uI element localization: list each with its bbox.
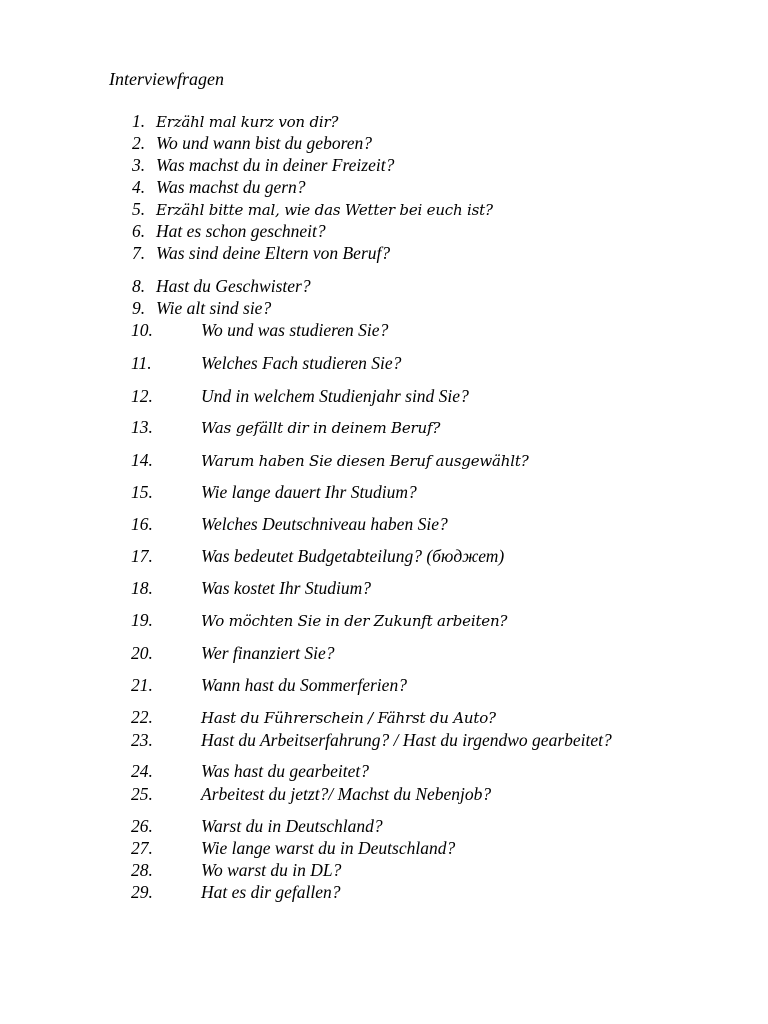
question-number: 7. bbox=[132, 243, 146, 263]
question-text: Wer finanziert Sie? bbox=[201, 643, 335, 663]
question-item bbox=[0, 513, 768, 535]
question-text: Und in welchem Studienjahr sind Sie? bbox=[201, 386, 469, 406]
question-number: 22. bbox=[131, 707, 153, 727]
question-number: 1. bbox=[132, 111, 146, 131]
question-number: 26. bbox=[131, 816, 153, 836]
question-number: 16. bbox=[131, 514, 153, 534]
question-number: 21. bbox=[131, 675, 153, 695]
question-text: Arbeitest du jetzt?/ Machst du Nebenjob? bbox=[201, 784, 492, 804]
question-item bbox=[0, 481, 768, 503]
question-item bbox=[0, 154, 768, 176]
question-text: Was bedeutet Budgetabteilung? (бюджет) bbox=[201, 546, 505, 566]
question-item bbox=[0, 297, 768, 319]
question-text: Hat es dir gefallen? bbox=[201, 882, 341, 902]
question-text: Wie alt sind sie? bbox=[156, 298, 272, 318]
question-item bbox=[0, 674, 768, 696]
question-item bbox=[0, 706, 768, 728]
question-text: Welches Deutschniveau haben Sie? bbox=[201, 514, 448, 534]
question-text: Was machst du gern? bbox=[156, 177, 306, 197]
question-number: 4. bbox=[132, 177, 146, 197]
question-item bbox=[0, 449, 768, 471]
question-number: 12. bbox=[131, 386, 153, 406]
question-number: 6. bbox=[132, 221, 146, 241]
question-item bbox=[0, 729, 768, 751]
question-text: Wo möchten Sie in der Zukunft arbeiten? bbox=[201, 612, 508, 630]
question-number: 20. bbox=[131, 643, 153, 663]
question-item bbox=[0, 319, 768, 341]
question-text: Warst du in Deutschland? bbox=[201, 816, 383, 836]
question-text: Wo und was studieren Sie? bbox=[201, 320, 389, 340]
question-item bbox=[0, 416, 768, 438]
question-item bbox=[0, 220, 768, 242]
question-number: 2. bbox=[132, 133, 146, 153]
question-item bbox=[0, 859, 768, 881]
question-item bbox=[0, 783, 768, 805]
question-text: Welches Fach studieren Sie? bbox=[201, 353, 402, 373]
question-item bbox=[0, 198, 768, 220]
question-number: 25. bbox=[131, 784, 153, 804]
question-text: Wie lange dauert Ihr Studium? bbox=[201, 482, 417, 502]
question-item bbox=[0, 577, 768, 599]
question-item bbox=[0, 881, 768, 903]
question-item bbox=[0, 760, 768, 782]
question-item bbox=[0, 609, 768, 631]
question-number: 11. bbox=[131, 353, 152, 373]
question-text: Hast du Geschwister? bbox=[156, 276, 311, 296]
question-number: 5. bbox=[132, 199, 146, 219]
question-item bbox=[0, 545, 768, 567]
question-item bbox=[0, 837, 768, 859]
question-number: 19. bbox=[131, 610, 153, 630]
question-item bbox=[0, 242, 768, 264]
question-text: Was gefällt dir in deinem Beruf? bbox=[201, 419, 441, 437]
question-item bbox=[0, 642, 768, 664]
question-number: 13. bbox=[131, 417, 153, 437]
question-item bbox=[0, 275, 768, 297]
question-text: Wie lange warst du in Deutschland? bbox=[201, 838, 456, 858]
question-text: Warum haben Sie diesen Beruf ausgewählt? bbox=[201, 452, 529, 470]
question-item bbox=[0, 132, 768, 154]
question-item bbox=[0, 815, 768, 837]
question-number: 9. bbox=[132, 298, 146, 318]
question-text: Hast du Führerschein / Fährst du Auto? bbox=[201, 709, 496, 727]
question-number: 27. bbox=[131, 838, 153, 858]
question-text: Wann hast du Sommerferien? bbox=[201, 675, 407, 695]
question-number: 15. bbox=[131, 482, 153, 502]
question-item bbox=[0, 176, 768, 198]
question-number: 14. bbox=[131, 450, 153, 470]
question-text: Was machst du in deiner Freizeit? bbox=[156, 155, 395, 175]
question-number: 17. bbox=[131, 546, 153, 566]
question-number: 24. bbox=[131, 761, 153, 781]
question-text: Erzähl bitte mal, wie das Wetter bei euch ist? bbox=[156, 201, 493, 219]
question-number: 10. bbox=[131, 320, 153, 340]
question-text: Wo warst du in DL? bbox=[201, 860, 342, 880]
question-text: Erzähl mal kurz von dir? bbox=[156, 113, 339, 131]
question-text: Wo und wann bist du geboren? bbox=[156, 133, 372, 153]
question-number: 3. bbox=[132, 155, 146, 175]
question-item bbox=[0, 385, 768, 407]
question-item bbox=[0, 110, 768, 132]
question-text: Hat es schon geschneit? bbox=[156, 221, 326, 241]
question-number: 28. bbox=[131, 860, 153, 880]
question-text: Hast du Arbeitserfahrung? / Hast du irgendwo gearbeitet? bbox=[201, 730, 612, 750]
question-item bbox=[0, 352, 768, 374]
question-number: 29. bbox=[131, 882, 153, 902]
question-text: Was kostet Ihr Studium? bbox=[201, 578, 371, 598]
question-number: 23. bbox=[131, 730, 153, 750]
question-text: Was hast du gearbeitet? bbox=[201, 761, 370, 781]
question-text: Was sind deine Eltern von Beruf? bbox=[156, 243, 391, 263]
document-title: Interviewfragen bbox=[109, 69, 224, 89]
question-number: 18. bbox=[131, 578, 153, 598]
question-number: 8. bbox=[132, 276, 146, 296]
